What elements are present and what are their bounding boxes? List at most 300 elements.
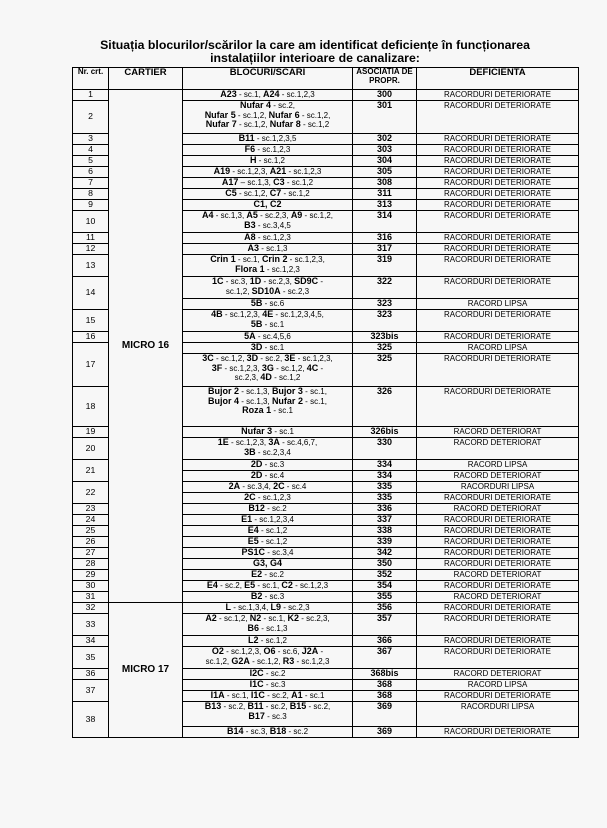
blocuri-line <box>185 537 350 547</box>
asociatia-cell: 366 <box>353 636 417 647</box>
blocuri-cell <box>183 277 353 299</box>
blocuri-cell <box>183 189 353 200</box>
blocuri-line <box>185 581 350 591</box>
blocuri-cell <box>183 537 353 548</box>
block-name: SD9C <box>294 276 319 286</box>
asociatia-cell: 308 <box>353 178 417 189</box>
row-number: 37 <box>73 680 109 702</box>
scari-text: - sc.1,2 <box>284 178 314 187</box>
scari-text: - sc.1, <box>302 396 327 406</box>
blocuri-line <box>185 647 350 657</box>
blocuri-cell <box>183 603 353 614</box>
blocuri-line <box>185 680 350 690</box>
asociatia-cell: 335 <box>353 493 417 504</box>
asociatia-cell: 352 <box>353 570 417 581</box>
scari-text: sc.2,3, <box>234 373 261 383</box>
blocuri-line <box>185 636 350 646</box>
blocuri-line <box>185 406 350 416</box>
scari-text: – sc.1,3, <box>238 178 274 187</box>
scari-text: - sc.1,2,3 <box>292 581 329 590</box>
scari-text: - sc.4,5,6 <box>255 332 291 341</box>
cartier-cell <box>109 603 183 738</box>
scari-text: - sc.2,3,4 <box>255 447 291 457</box>
blocuri-line <box>185 265 350 275</box>
deficienta-cell: RACORD LIPSA <box>417 460 579 471</box>
blocuri-cell <box>183 493 353 504</box>
deficienta-cell: RACORDURI DETERIORATE <box>417 189 579 200</box>
row-number: 35 <box>73 647 109 669</box>
block-name: A23 <box>220 89 237 99</box>
block-name: 2D <box>250 470 263 480</box>
row-number: 25 <box>73 526 109 537</box>
asociatia-cell: 305 <box>353 167 417 178</box>
block-name: 5A <box>244 331 256 341</box>
blocuri-line <box>185 570 350 580</box>
scari-text: - sc.2, <box>264 691 292 700</box>
asociatia-cell: 326 <box>353 387 417 427</box>
block-name: E2 <box>251 569 263 579</box>
table-row <box>73 603 579 614</box>
scari-text: - sc.1,2, <box>236 120 270 130</box>
scari-text: - sc.1,2,3 <box>255 493 291 502</box>
blocuri-line <box>185 727 350 737</box>
row-number: 14 <box>73 277 109 310</box>
scari-text: - sc.1,2 <box>258 537 288 546</box>
row-number: 31 <box>73 592 109 603</box>
blocuri-line <box>185 548 350 558</box>
blocuri-line <box>185 603 350 613</box>
row-number: 4 <box>73 145 109 156</box>
blocuri-line <box>185 712 350 722</box>
scari-text: - sc.1,2,3 <box>294 656 330 666</box>
header-asociatia: ASOCIATIA DE PROPR. <box>353 68 417 90</box>
deficienta-cell: RACORDURI DETERIORATE <box>417 211 579 233</box>
asociatia-cell: 316 <box>353 233 417 244</box>
scari-text: - sc.1,2,3, <box>222 310 263 319</box>
block-name: 2D <box>250 459 263 469</box>
scari-text: - sc.2, <box>217 581 245 590</box>
scari-text: - sc.1,2 <box>258 636 287 645</box>
block-name: L <box>225 602 231 612</box>
block-name: C2 <box>281 580 293 590</box>
blocuri-line <box>185 471 350 481</box>
deficienta-cell: RACORDURI DETERIORATE <box>417 636 579 647</box>
scari-text: - sc.1,2, <box>273 363 307 373</box>
blocuri-cell <box>183 559 353 570</box>
blocuri-cell <box>183 438 353 460</box>
blocuri-cell <box>183 504 353 515</box>
scari-text: - sc.2,3, <box>299 614 330 623</box>
scari-text: - sc.2,3 <box>280 286 310 296</box>
blocuri-line <box>185 90 350 100</box>
block-name: F6 <box>244 144 256 154</box>
row-number: 19 <box>73 427 109 438</box>
asociatia-cell: 342 <box>353 548 417 559</box>
blocuri-cell <box>183 471 353 482</box>
blocuri-cell <box>183 570 353 581</box>
scari-text: - sc.2, <box>258 354 285 363</box>
deficienta-cell: RACORDURI DETERIORATE <box>417 255 579 277</box>
block-name: 1C <box>211 276 224 286</box>
scari-text: sc.1,2, <box>225 286 252 296</box>
scari-text: - <box>318 277 324 286</box>
block-name: 2A <box>228 481 241 491</box>
blocuri-cell <box>183 134 353 145</box>
row-number: 5 <box>73 156 109 167</box>
scari-text: - sc.1,2,3,5 <box>254 134 297 143</box>
deficienta-cell: RACORDURI DETERIORATE <box>417 200 579 211</box>
row-number: 3 <box>73 134 109 145</box>
asociatia-cell: 330 <box>353 438 417 460</box>
blocuri-cell <box>183 427 353 438</box>
block-name: A17 <box>221 177 239 187</box>
block-name: Nufar 5 <box>204 109 236 120</box>
deficienta-cell: RACORDURI DETERIORATE <box>417 537 579 548</box>
blocuri-cell <box>183 702 353 727</box>
scari-text: - <box>318 363 324 373</box>
block-name: R3 <box>282 655 295 666</box>
title-line-1: Situația blocurilor/scărilor la care am identificat deficiențe în funcționarea <box>100 38 530 52</box>
scari-text: - sc.4,6,7, <box>279 438 318 447</box>
row-number: 12 <box>73 244 109 255</box>
block-name: Nufar 8 <box>269 119 301 130</box>
scari-text: - sc.3 <box>264 711 287 721</box>
blocuri-cell <box>183 332 353 343</box>
block-name: E5 <box>247 536 259 546</box>
block-name: Nufar 4 <box>239 100 271 110</box>
scari-text: - sc.4 <box>284 482 307 491</box>
asociatia-cell: 334 <box>353 460 417 471</box>
block-name: 3A <box>268 437 280 447</box>
scari-text: - sc.3, <box>223 277 250 286</box>
block-name: A8 <box>244 232 256 242</box>
block-name: Bujor 2 <box>208 386 240 396</box>
asociatia-cell: 369 <box>353 727 417 738</box>
scari-text: - sc.3, <box>243 727 270 736</box>
row-number: 10 <box>73 211 109 233</box>
blocuri-line <box>185 559 350 569</box>
asociatia-cell: 311 <box>353 189 417 200</box>
block-name: B3 <box>244 219 256 230</box>
row-number: 2 <box>73 101 109 134</box>
row-number: 20 <box>73 438 109 460</box>
block-name: Nufar 7 <box>205 119 237 130</box>
block-name: O2 <box>211 646 224 656</box>
row-number: 6 <box>73 167 109 178</box>
scari-text: - sc.2, <box>263 702 290 711</box>
block-name: Flora 1 <box>235 263 265 274</box>
blocuri-line <box>185 145 350 155</box>
block-name: C5 <box>225 188 237 198</box>
block-name: G3, G4 <box>252 558 282 568</box>
deficienta-cell: RACORDURI DETERIORATE <box>417 647 579 669</box>
row-number: 15 <box>73 310 109 332</box>
blocuri-cell <box>183 167 353 178</box>
scari-text: - sc.1,2,3 <box>264 264 300 274</box>
block-name: E4 <box>247 525 259 535</box>
deficienta-cell: RACORDURI DETERIORATE <box>417 156 579 167</box>
blocuri-cell <box>183 614 353 636</box>
block-name: E5 <box>244 580 256 590</box>
block-name: 3D <box>246 353 259 363</box>
blocuri-line <box>185 438 350 448</box>
blocuri-line <box>185 320 350 330</box>
blocuri-line <box>185 493 350 503</box>
block-name: K2 <box>287 613 299 623</box>
asociatia-cell: 339 <box>353 537 417 548</box>
row-number: 13 <box>73 255 109 277</box>
block-name: G2A <box>231 655 250 666</box>
asociatia-cell: 323 <box>353 310 417 332</box>
scari-text: - sc.3 <box>262 460 285 469</box>
deficienta-cell: RACORDURI DETERIORATE <box>417 526 579 537</box>
deficienta-cell: RACORDURI DETERIORATE <box>417 134 579 145</box>
deficiency-table <box>72 67 579 738</box>
scari-text: - sc.2,3 <box>281 603 310 612</box>
deficienta-cell: RACORD DETERIORAT <box>417 669 579 680</box>
block-name: 4D <box>260 372 272 383</box>
scari-text: - sc.3 <box>263 680 286 689</box>
row-number: 22 <box>73 482 109 504</box>
scari-text: - sc.1,3,4, <box>230 603 271 612</box>
scari-text: - sc.6 <box>262 299 285 308</box>
cartier-name: MICRO 16 <box>121 340 170 352</box>
block-name: 5B <box>250 298 263 308</box>
asociatia-cell: 325 <box>353 354 417 387</box>
row-number: 21 <box>73 460 109 482</box>
asociatia-cell: 325 <box>353 343 417 354</box>
blocuri-cell <box>183 636 353 647</box>
block-name: I1C <box>250 690 265 700</box>
blocuri-line <box>185 255 350 265</box>
blocuri-line <box>185 482 350 492</box>
deficienta-cell: RACORD LIPSA <box>417 343 579 354</box>
asociatia-cell: 336 <box>353 504 417 515</box>
asociatia-cell: 368 <box>353 680 417 691</box>
blocuri-line <box>185 592 350 602</box>
asociatia-cell: 356 <box>353 603 417 614</box>
row-number: 30 <box>73 581 109 592</box>
row-number: 24 <box>73 515 109 526</box>
deficienta-cell: RACORD DETERIORAT <box>417 570 579 581</box>
deficienta-cell: RACORDURI DETERIORATE <box>417 548 579 559</box>
scari-text: - sc.2 <box>262 570 284 579</box>
blocuri-cell <box>183 310 353 332</box>
scari-text: - sc.2 <box>264 504 287 513</box>
blocuri-line <box>185 515 350 525</box>
asociatia-cell: 323bis <box>353 332 417 343</box>
scari-text: sc.1,2, <box>205 656 232 666</box>
block-name: Roza 1 <box>242 405 272 416</box>
deficienta-cell: RACORDURI DETERIORATE <box>417 581 579 592</box>
asociatia-cell: 317 <box>353 244 417 255</box>
scari-text: - sc.1,2 <box>256 156 285 165</box>
deficienta-cell: RACORDURI DETERIORATE <box>417 178 579 189</box>
scari-text: - sc.1,2, <box>213 354 247 363</box>
blocuri-cell <box>183 200 353 211</box>
blocuri-line <box>185 233 350 243</box>
scari-text: - sc.1, <box>261 614 288 623</box>
deficienta-cell: RACORDURI DETERIORATE <box>417 614 579 636</box>
block-name: PS1C <box>241 547 266 557</box>
deficienta-cell: RACORDURI DETERIORATE <box>417 603 579 614</box>
block-name: A1 <box>291 690 303 700</box>
blocuri-line <box>185 134 350 144</box>
scari-text: - sc.1 <box>271 406 293 416</box>
blocuri-cell <box>183 90 353 101</box>
asociatia-cell: 338 <box>353 526 417 537</box>
block-name: Crin 2 <box>261 254 288 264</box>
scari-text: - sc.2 <box>263 669 286 678</box>
block-name: Bujor 3 <box>271 386 303 396</box>
scari-text: - sc.1 <box>262 343 285 352</box>
scari-text: - sc.1,2,3 <box>255 233 291 242</box>
scari-text: - sc.1, <box>302 387 327 396</box>
row-number: 26 <box>73 537 109 548</box>
blocuri-cell <box>183 145 353 156</box>
row-number: 16 <box>73 332 109 343</box>
blocuri-cell <box>183 515 353 526</box>
scari-text: - sc.1, <box>255 581 282 590</box>
block-name: Crin 1 <box>210 254 236 264</box>
deficienta-cell: RACORDURI LIPSA <box>417 482 579 493</box>
scari-text: - sc.1,2,3,4,5, <box>273 310 324 319</box>
title-line-2: instalațiilor interioare de canalizare: <box>210 51 420 65</box>
scari-text: - sc.1,3, <box>239 387 272 396</box>
block-name: I2C <box>249 668 264 678</box>
blocuri-cell <box>183 548 353 559</box>
blocuri-line <box>185 221 350 231</box>
deficienta-cell: RACORDURI DETERIORATE <box>417 277 579 299</box>
deficienta-cell: RACORDURI DETERIORATE <box>417 354 579 387</box>
blocuri-line <box>185 156 350 166</box>
deficienta-cell: RACORD DETERIORAT <box>417 427 579 438</box>
asociatia-cell: 323 <box>353 299 417 310</box>
scari-text: - sc.2, <box>306 702 331 711</box>
row-number: 36 <box>73 669 109 680</box>
deficienta-cell: RACORDURI DETERIORATE <box>417 244 579 255</box>
block-name: B6 <box>247 622 260 633</box>
asociatia-cell: 354 <box>353 581 417 592</box>
blocuri-cell <box>183 691 353 702</box>
blocuri-line <box>185 504 350 514</box>
block-name: 1D <box>249 276 262 286</box>
blocuri-line <box>185 624 350 634</box>
asociatia-cell: 368 <box>353 691 417 702</box>
blocuri-cell <box>183 255 353 277</box>
block-name: L9 <box>270 602 282 612</box>
block-name: L2 <box>248 635 259 645</box>
scari-text: - sc.2,3, <box>261 277 295 286</box>
asociatia-cell: 357 <box>353 614 417 636</box>
scari-text: - sc.1,3, <box>239 396 272 406</box>
scari-text: - sc.3 <box>262 592 285 601</box>
row-number: 34 <box>73 636 109 647</box>
deficienta-cell: RACORDURI DETERIORATE <box>417 691 579 702</box>
block-name: A24 <box>263 89 280 99</box>
block-name: C7 <box>269 188 282 198</box>
row-number: 1 <box>73 90 109 101</box>
block-name: E1 <box>241 514 253 524</box>
scari-text: - sc.1,2,3, <box>295 354 333 363</box>
block-name: Bujor 4 <box>208 395 240 406</box>
scari-text: - sc.1 <box>272 427 294 436</box>
deficienta-cell: RACORDURI DETERIORATE <box>417 387 579 427</box>
header-row <box>73 68 579 90</box>
scari-text: - sc.1,2,3 <box>279 90 315 99</box>
scari-text: - sc.1,2, <box>249 656 283 666</box>
block-name: B14 <box>226 726 244 736</box>
blocuri-line <box>185 299 350 309</box>
deficienta-cell: RACORDURI DETERIORATE <box>417 101 579 134</box>
header-deficienta: DEFICIENTA <box>417 68 579 90</box>
asociatia-cell: 304 <box>353 156 417 167</box>
blocuri-cell <box>183 343 353 354</box>
block-name: B18 <box>269 726 287 736</box>
scari-text: - sc.3,4,5 <box>255 220 291 230</box>
asociatia-cell: 337 <box>353 515 417 526</box>
block-name: 5B <box>250 318 263 329</box>
scari-text: - sc.1, <box>224 691 251 700</box>
blocuri-line <box>185 669 350 679</box>
block-name: 3F <box>211 362 223 373</box>
deficienta-cell: RACORD LIPSA <box>417 299 579 310</box>
row-number: 17 <box>73 343 109 387</box>
row-number: 9 <box>73 200 109 211</box>
blocuri-cell <box>183 482 353 493</box>
asociatia-cell: 350 <box>353 559 417 570</box>
asociatia-cell: 303 <box>353 145 417 156</box>
blocuri-line <box>185 343 350 353</box>
blocuri-line <box>185 448 350 458</box>
scari-text: - sc.4 <box>262 471 285 480</box>
blocuri-line <box>185 287 350 297</box>
scari-text: - sc.1,3 <box>259 244 288 253</box>
block-name: 3C <box>202 353 214 363</box>
row-number: 38 <box>73 702 109 738</box>
blocuri-cell <box>183 211 353 233</box>
scari-text: - sc.6, <box>275 647 302 656</box>
deficienta-cell: RACORD DETERIORAT <box>417 471 579 482</box>
deficienta-cell: RACORDURI DETERIORATE <box>417 233 579 244</box>
block-name: B13 <box>204 701 222 711</box>
blocuri-cell <box>183 244 353 255</box>
scari-text: - sc.3,4, <box>240 482 274 491</box>
header-cartier: CARTIER <box>109 68 183 90</box>
deficienta-cell: RACORDURI DETERIORATE <box>417 559 579 570</box>
deficienta-cell: RACORDURI DETERIORATE <box>417 515 579 526</box>
asociatia-cell: 326bis <box>353 427 417 438</box>
row-number: 23 <box>73 504 109 515</box>
block-name: B12 <box>248 503 265 513</box>
block-name: 2C <box>273 481 285 491</box>
scari-text: - sc.1,2, <box>302 211 334 220</box>
scari-text: - sc.1,2,3, <box>287 255 325 264</box>
block-name: B11 <box>238 133 255 143</box>
block-name: B2 <box>250 591 263 601</box>
block-name: 4B <box>211 309 223 319</box>
scari-text: - sc.1,2,3,4 <box>252 515 294 524</box>
deficienta-cell: RACORDURI DETERIORATE <box>417 332 579 343</box>
block-name: J2A <box>301 646 319 656</box>
block-name: O6 <box>263 646 276 656</box>
scari-text: - sc.1,2, <box>299 110 331 120</box>
blocuri-cell <box>183 387 353 427</box>
block-name: A9 <box>290 210 303 220</box>
header-nr: Nr. crt. <box>73 68 109 90</box>
scari-text: - sc.1,2 <box>281 189 310 198</box>
scari-text: - sc.2, <box>271 101 296 110</box>
